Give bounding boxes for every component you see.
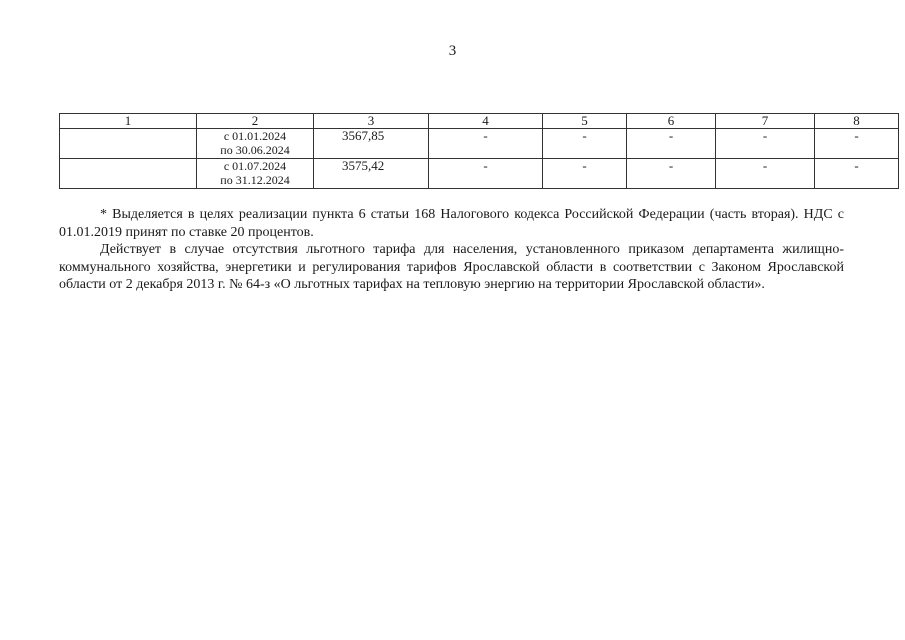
cell-col8: -	[815, 129, 899, 159]
cell-col8: -	[815, 159, 899, 189]
cell-consumer-group	[60, 129, 197, 159]
cell-col7: -	[716, 129, 815, 159]
cell-period	[197, 129, 314, 159]
cell-col6: -	[627, 129, 716, 159]
period-from: с 01.01.2024	[223, 129, 287, 143]
footnote-applicability: Действует в случае отсутствия льготного тарифа для населения, установленного приказом департамента жилищно-коммунального хозяйства, энергетики и регулирования тарифов Ярославской области в соответствии с Законом Ярославской области от 2 декабря 2013 г. № 64-з «О льготных тарифах на тепловую энергию на территории Ярославской области».	[59, 242, 844, 292]
notes-section	[59, 206, 844, 294]
footnote-vat: * Выделяется в целях реализации пункта 6 статьи 168 Налогового кодекса Российской Федерации (часть вторая). НДС с 01.01.2019 принят по ставке 20 процентов.	[59, 207, 844, 240]
cell-col5: -	[543, 129, 627, 159]
header-cell: 5	[543, 114, 627, 129]
cell-col5: -	[543, 159, 627, 189]
table-row	[60, 159, 899, 189]
page-number: 3	[448, 43, 457, 59]
period-to: по 31.12.2024	[220, 173, 290, 187]
cell-col6: -	[627, 159, 716, 189]
period-to: по 30.06.2024	[220, 143, 290, 157]
cell-period	[197, 159, 314, 189]
cell-tariff-value: 3575,42	[314, 159, 429, 189]
header-cell: 7	[716, 114, 815, 129]
header-cell: 2	[197, 114, 314, 129]
cell-col4: -	[429, 129, 543, 159]
period-from: с 01.07.2024	[223, 159, 287, 173]
table-row	[60, 129, 899, 159]
cell-consumer-group	[60, 159, 197, 189]
cell-col7: -	[716, 159, 815, 189]
header-cell: 6	[627, 114, 716, 129]
header-cell: 8	[815, 114, 899, 129]
header-cell: 3	[314, 114, 429, 129]
tariff-table	[59, 113, 899, 189]
cell-tariff-value: 3567,85	[314, 129, 429, 159]
cell-col4: -	[429, 159, 543, 189]
table-header-row	[60, 114, 899, 129]
header-cell: 1	[60, 114, 197, 129]
header-cell: 4	[429, 114, 543, 129]
